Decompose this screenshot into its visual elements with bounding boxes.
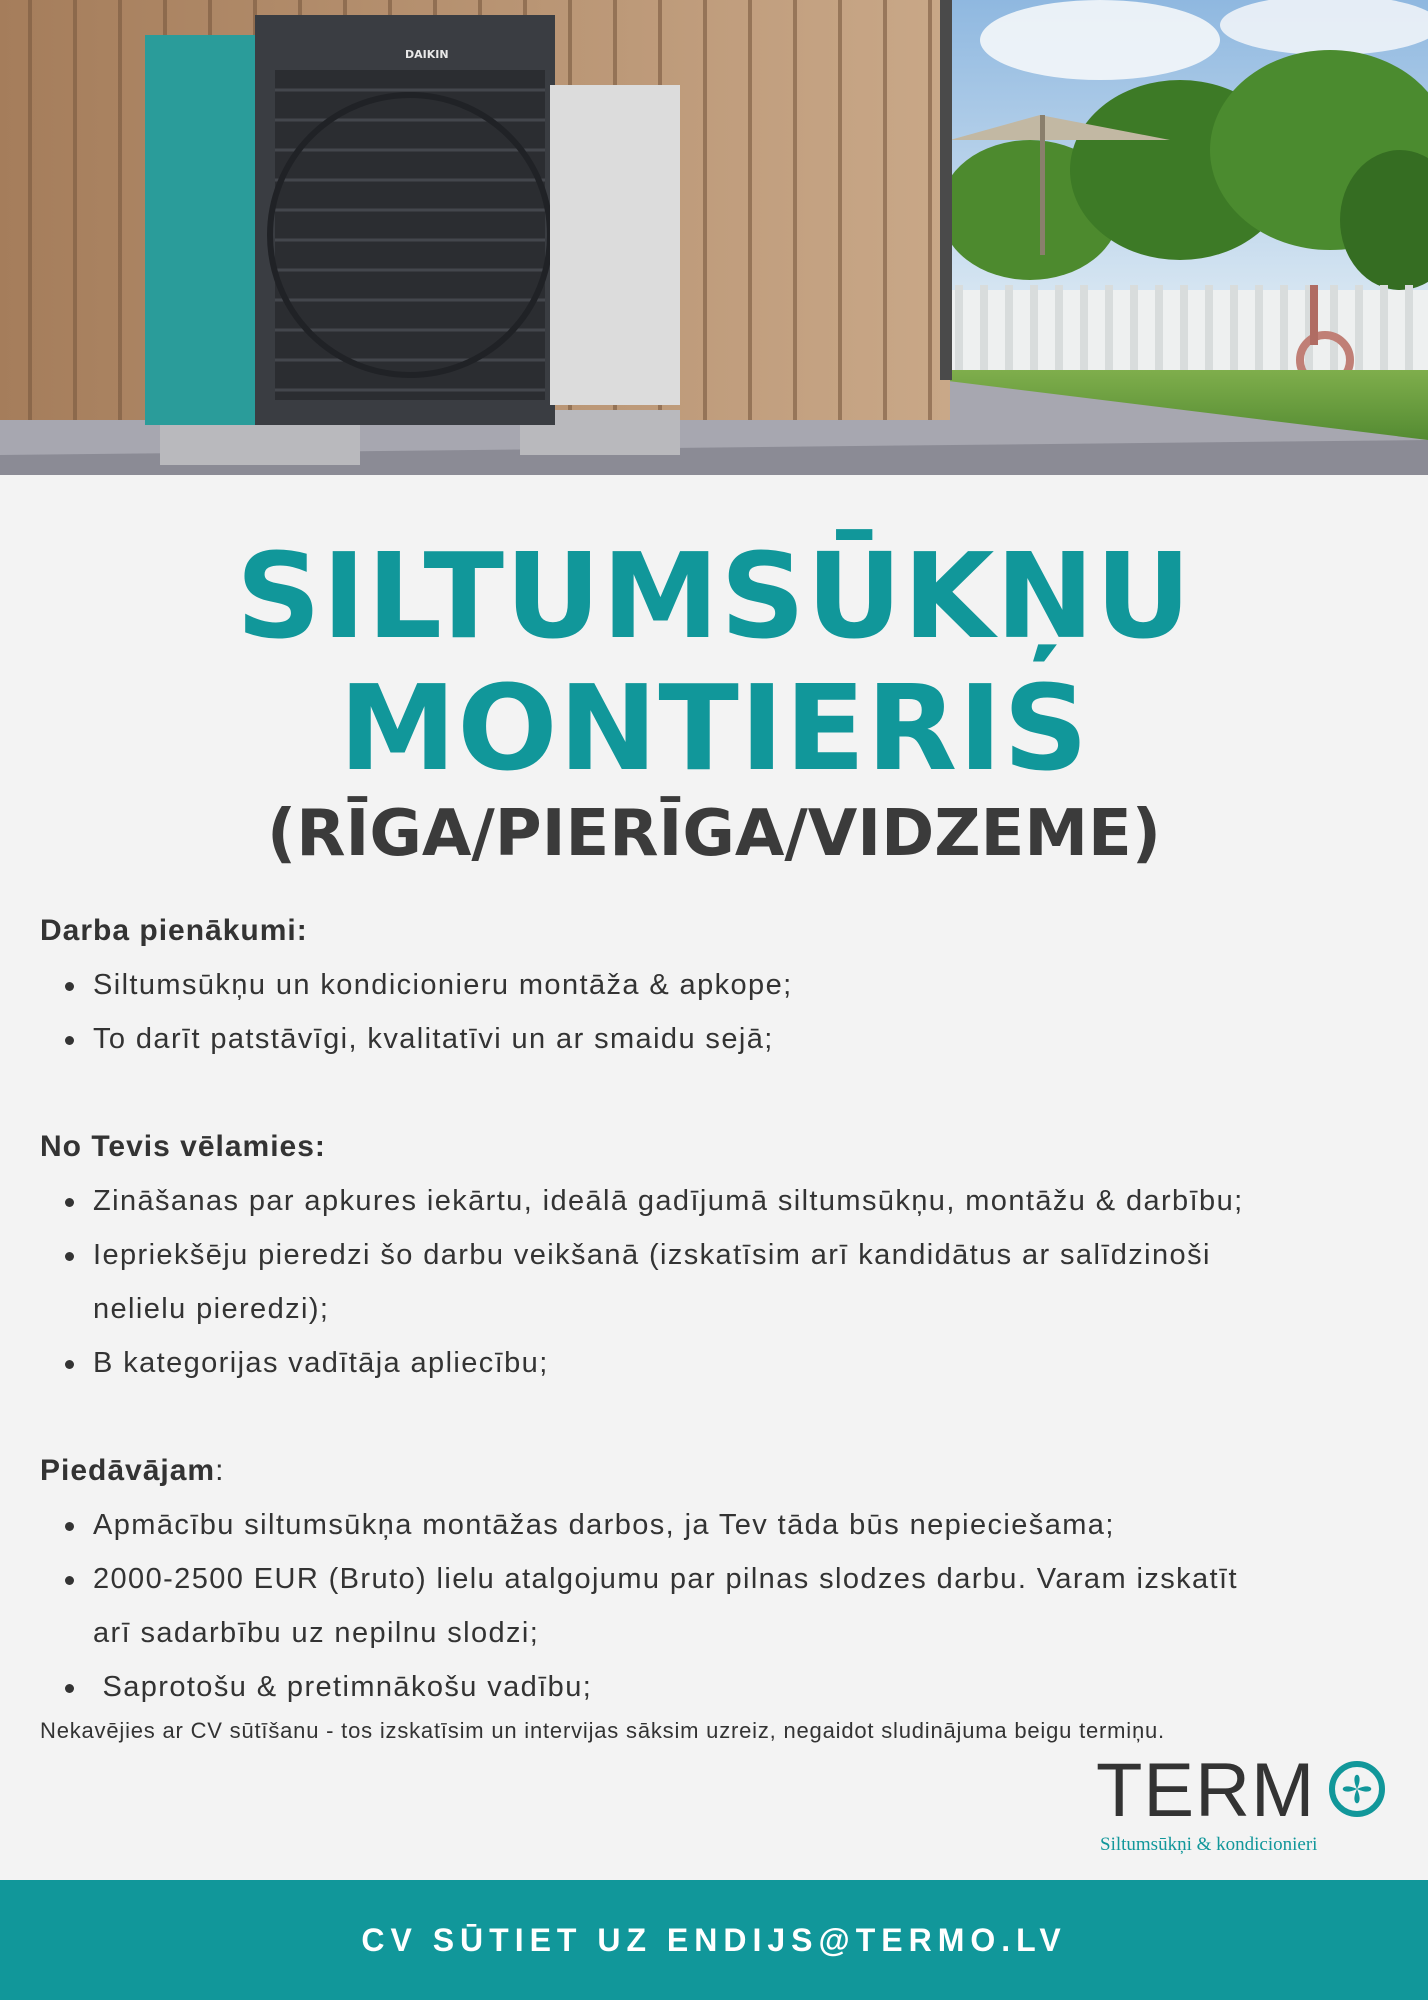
list-item: To darīt patstāvīgi, kvalitatīvi un ar smaidu sejā;	[93, 1012, 1400, 1066]
list-item: Apmācību siltumsūkņa montāžas darbos, ja Tev tāda būs nepieciešama;	[93, 1498, 1400, 1552]
termo-logo	[1096, 1748, 1386, 1855]
footer-bar	[0, 1880, 1428, 2000]
list-item: Siltumsūkņu un kondicionieru montāža & apkope;	[93, 958, 1400, 1012]
list-item-continuation: nelielu pieredzi);	[93, 1293, 330, 1325]
list-item: Saprotošu & pretimnākošu vadību;	[93, 1660, 1400, 1714]
fan-icon	[1328, 1760, 1386, 1818]
job-location: (RĪGA/PIERĪGA/VIDZEME)	[267, 797, 1161, 871]
hero-image	[0, 0, 1428, 475]
requirements-heading: No Tevis vēlamies:	[40, 1130, 326, 1163]
offer-heading-colon: :	[215, 1454, 225, 1487]
heat-pump-photo	[0, 0, 1428, 475]
list-item: 2000-2500 EUR (Bruto) lielu atalgojumu par pilnas slodzes darbu. Varam izskatīt	[93, 1552, 1400, 1606]
list-item-continuation: arī sadarbību uz nepilnu slodzi;	[93, 1617, 540, 1649]
brand-mark: DAIKIN	[405, 48, 449, 61]
logo-wordmark: TERM	[1096, 1748, 1316, 1833]
list-item: B kategorijas vadītāja apliecību;	[93, 1336, 1400, 1390]
duties-heading: Darba pienākumi:	[40, 914, 308, 947]
requirements-list	[40, 1174, 1400, 1390]
logo-tagline: Siltumsūkņi & kondicionieri	[1100, 1834, 1318, 1855]
application-note: Nekavējies ar CV sūtīšanu - tos izskatīsim un intervijas sāksim uzreiz, negaidot sludinājuma beigu termiņu.	[40, 1718, 1165, 1743]
list-item: Iepriekšēju pieredzi šo darbu veikšanā (izskatīsim arī kandidātus ar salīdzinoši	[93, 1228, 1400, 1282]
list-item: Zināšanas par apkures iekārtu, ideālā gadījumā siltumsūkņu, montāžu & darbību;	[93, 1174, 1400, 1228]
offer-list	[40, 1498, 1400, 1714]
job-title-line2: MONTIERIS	[338, 659, 1090, 797]
title-block	[0, 527, 1428, 874]
duties-list	[40, 958, 1400, 1066]
job-title-line1: SILTUMSŪKŅU	[235, 527, 1193, 665]
cv-email-cta[interactable]: CV SŪTIET UZ ENDIJS@TERMO.LV	[361, 1922, 1067, 1958]
offer-heading	[40, 1444, 1400, 1498]
offer-heading-text: Piedāvājam	[40, 1454, 216, 1487]
job-description	[40, 904, 1400, 1748]
